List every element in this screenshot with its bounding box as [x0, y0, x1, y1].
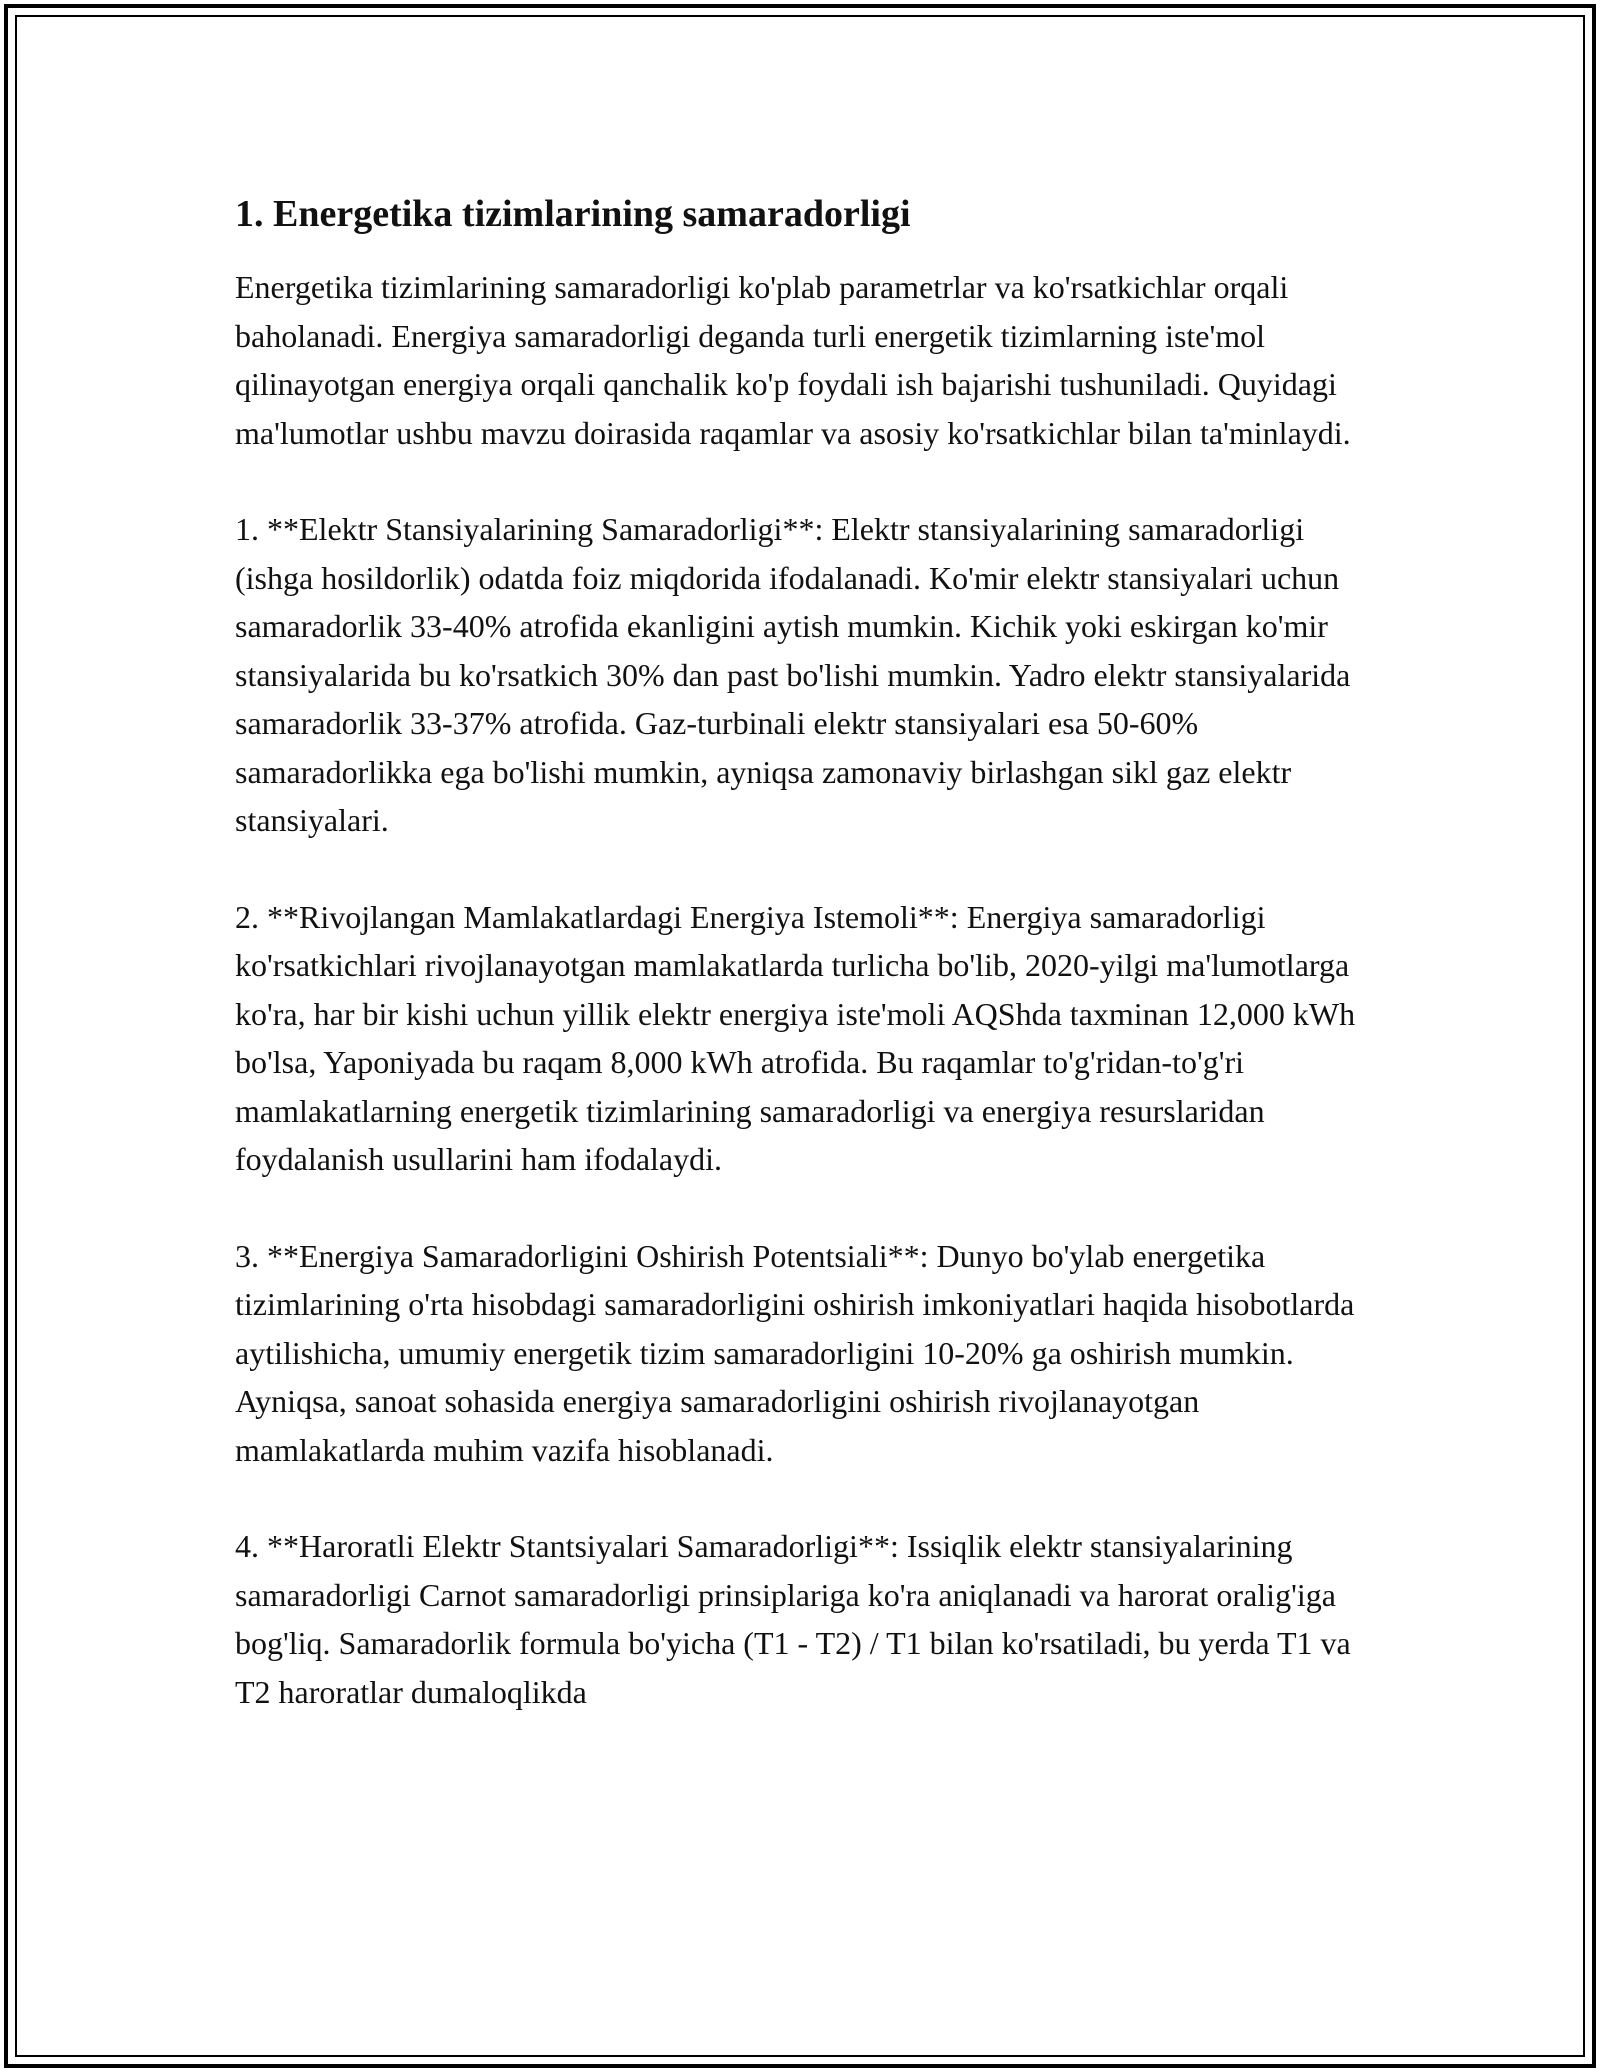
paragraph-energy-consumption: 2. **Rivojlangan Mamlakatlardagi Energiya Istemoli**: Energiya samaradorligi ko'rsatkichlari rivojlanayotgan mamlakatlarda turlicha bo'lib, 2020-yilgi ma'lumotlarga ko'ra, har bir kishi uchun yillik elektr energiya iste'moli AQShda taxminan 12,000 kWh bo'lsa, Yaponiyada bu raqam 8,000 kWh atrofida. Bu raqamlar to'g'ridan-to'g'ri mamlakatlarning energetik tizimlarining samaradorligi va energiya resurslaridan foydalanish usullarini ham ifodalaydi. — [235, 898, 1356, 1177]
paragraph-thermal-plant-efficiency: 4. **Haroratli Elektr Stantsiyalari Samaradorligi**: Issiqlik elektr stansiyalarining samaradorligi Carnot samaradorligi prinsiplariga ko'ra aniqlanadi va harorat oralig'iga bog'liq. Samaradorlik formula bo'yicha (T1 - T2) / T1 bilan ko'rsatiladi, bu yerda T1 va T2 haroratlar dumaloqlikda — [235, 1528, 1351, 1710]
document-body — [235, 185, 1375, 1764]
section-heading: 1. Energetika tizimlarining samaradorligi — [235, 193, 911, 235]
paragraph-power-plant-efficiency: 1. **Elektr Stansiyalarining Samaradorligi**: Elektr stansiyalarining samaradorligi (ishga hosildorlik) odatda foiz miqdorida ifodalanadi. Ko'mir elektr stansiyalari uchun samaradorlik 33-40% atrofida ekanligini aytish mumkin. Kichik yoki eskirgan ko'mir stansiyalarida bu ko'rsatkich 30% dan past bo'lishi mumkin. Yadro elektr stansiyalarida samaradorlik 33-37% atrofida. Gaz-turbinali elektr stansiyalari esa 50-60% samaradorlikka ega bo'lishi mumkin, ayniqsa zamonaviy birlashgan sikl gaz elektr stansiyalari. — [235, 511, 1351, 838]
paragraph-efficiency-potential: 3. **Energiya Samaradorligini Oshirish Potentsiali**: Dunyo bo'ylab energetika tizimlarining o'rta hisobdagi samaradorligini oshirish imkoniyatlari haqida hisobotlarda aytilishicha, umumiy energetik tizim samaradorligini 10-20% ga oshirish mumkin. Ayniqsa, sanoat sohasida energiya samaradorligini oshirish rivojlanayotgan mamlakatlarda muhim vazifa hisoblanadi. — [235, 1237, 1355, 1468]
intro-paragraph: Energetika tizimlarining samaradorligi ko'plab parametrlar va ko'rsatkichlar orqali baholanadi. Energiya samaradorligi deganda turli energetik tizimlarning iste'mol qilinayotgan energiya orqali qanchalik ko'p foydali ish bajarishi tushuniladi. Quyidagi ma'lumotlar ushbu mavzu doirasida raqamlar va asosiy ko'rsatkichlar bilan ta'minlaydi. — [235, 269, 1351, 451]
